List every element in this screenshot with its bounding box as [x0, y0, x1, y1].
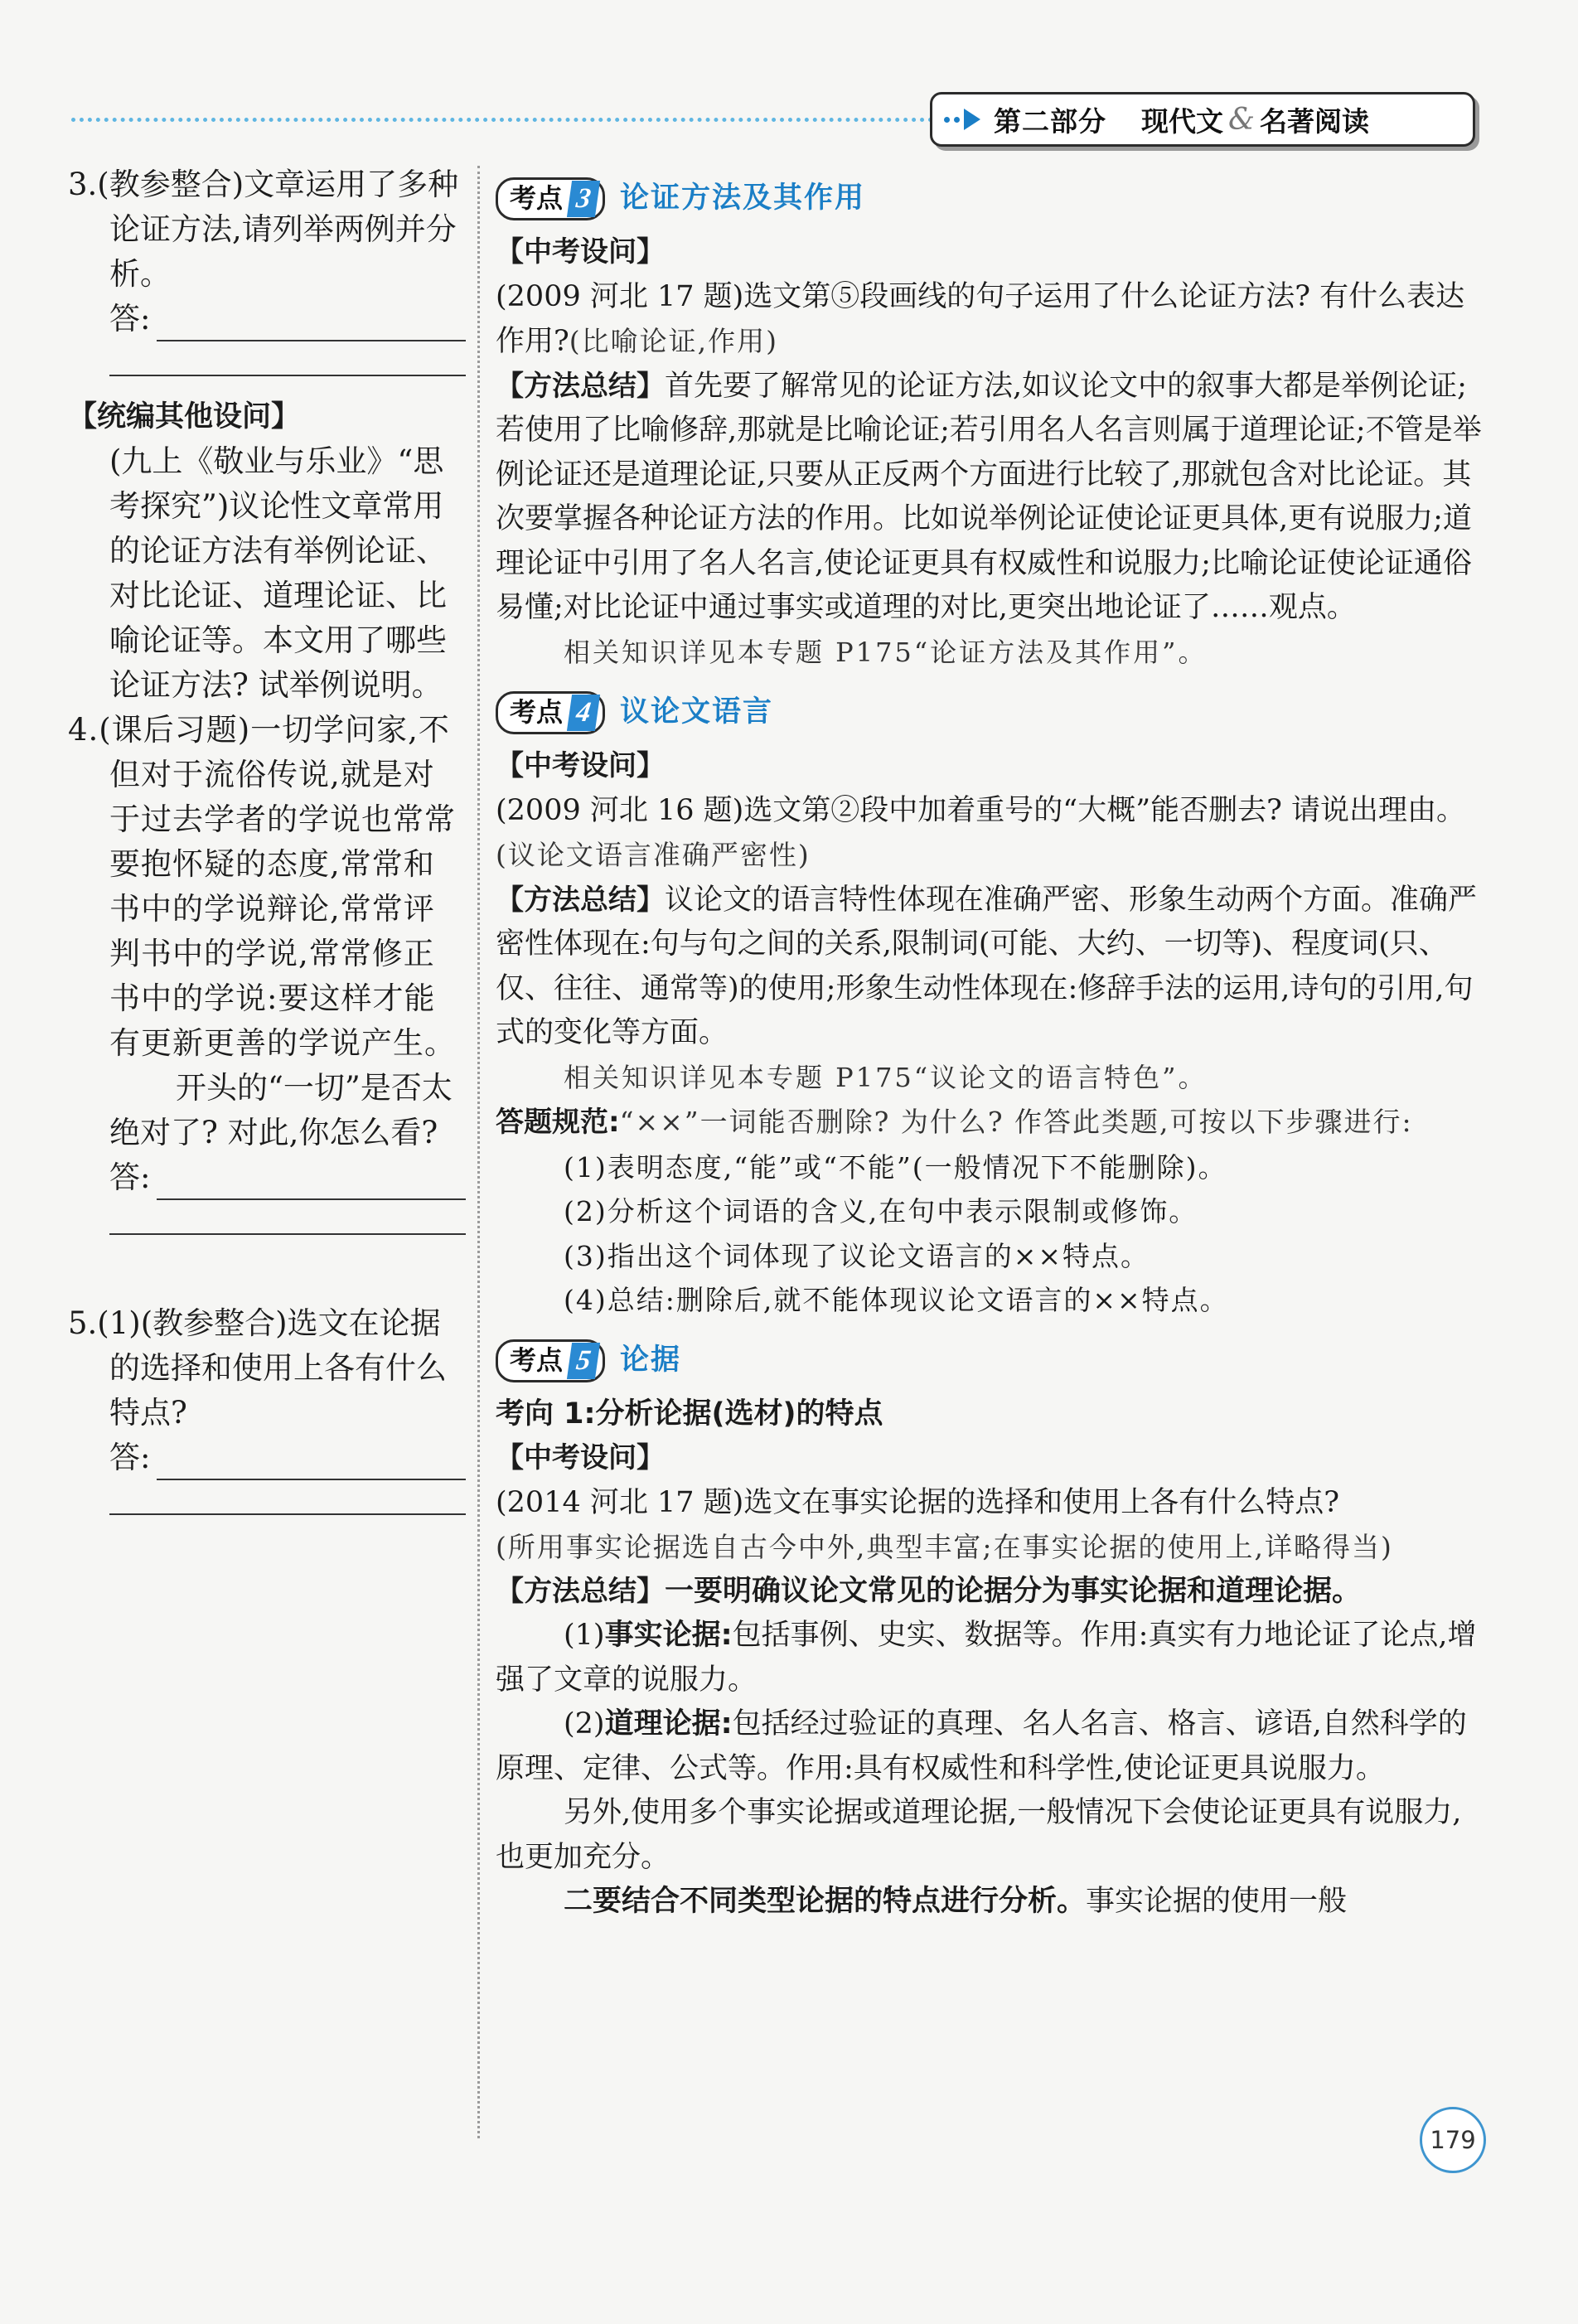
method-heading: 【方法总结】: [496, 1574, 665, 1608]
answer-label: 答:: [109, 301, 151, 336]
answer-line-q5: [68, 1436, 466, 1480]
zhongkao-heading: 【中考设问】: [496, 1441, 665, 1474]
reference-note: 相关知识详见本专题 P175“论证方法及其作用”。: [564, 636, 1208, 668]
section-header: [930, 92, 1475, 147]
answer-step: (3)指出这个词体现了议论文语言的××特点。: [564, 1239, 1150, 1272]
reference-note: 相关知识详见本专题 P175“议论文的语言特色”。: [564, 1061, 1208, 1093]
kaodian-number: 3: [567, 181, 600, 217]
kaodian-tag: [496, 1339, 605, 1382]
answer-norm: [496, 1100, 1482, 1145]
method-summary: [496, 879, 1482, 1056]
kaodian-number: 4: [567, 695, 600, 731]
zhongkao-answer: (议论文语言准确严密性): [496, 839, 811, 871]
method-heading: 【方法总结】: [496, 369, 665, 403]
header-dotted-rule: [71, 118, 933, 122]
kaodian-label: 考点: [510, 182, 564, 215]
question-4-prompt: 开头的“一切”是否太绝对了? 对此,你怎么看?: [109, 1070, 453, 1150]
second-point-heading: 二要结合不同类型论据的特点进行分析。: [564, 1885, 1087, 1918]
kaodian-label: 考点: [510, 1344, 564, 1376]
right-column: [496, 176, 1482, 1925]
answer-blank[interactable]: [157, 1449, 466, 1480]
kaodian-4-heading: [496, 690, 1482, 736]
answer-step: (4)总结:删除后,就不能体现议论文语言的××特点。: [564, 1284, 1229, 1316]
second-point: [496, 1880, 1482, 1925]
kaodian-label: 考点: [510, 696, 564, 729]
reason-evidence-term: 道理论据:: [604, 1707, 733, 1741]
answer-blank[interactable]: [157, 1169, 466, 1200]
answer-blank[interactable]: [109, 341, 466, 376]
kaodian-number: 5: [567, 1343, 600, 1379]
column-divider: [477, 166, 480, 2138]
kaodian-title: 论证方法及其作用: [620, 182, 866, 215]
answer-blank[interactable]: [109, 1200, 466, 1235]
reason-evidence-text: 包括经过验证的真理、名人名言、格言、谚语,自然科学的原理、定律、公式等。作用:具有权威性和科学性,使论证更具说服力。: [496, 1707, 1467, 1785]
header-title-a: 现代文: [1141, 104, 1223, 138]
header-ampersand: &: [1228, 102, 1256, 137]
second-point-text: 事实论据的使用一般: [1086, 1885, 1348, 1918]
additional-note: 另外,使用多个事实论据或道理论据,一般情况下会使论证更具有说服力,也更加充分。: [496, 1796, 1462, 1874]
answer-step: (1)表明态度,“能”或“不能”(一般情况下不能删除)。: [564, 1150, 1227, 1184]
zhongkao-question: [496, 275, 1482, 365]
item-number: (1): [564, 1619, 605, 1652]
zhongkao-answer: (所用事实论据选自古今中外,典型丰富;在事实论据的使用上,详略得当): [496, 1531, 1393, 1563]
question-3: 3.(教参整合)文章运用了多种论证方法,请列举两例并分析。: [68, 167, 459, 292]
reason-evidence-paragraph: [496, 1702, 1482, 1791]
method-text: 一要明确议论文常见的论据分为事实论据和道理论据。: [665, 1574, 1362, 1608]
left-column: [68, 162, 466, 1515]
fact-evidence-text: 包括事例、史实、数据等。作用:真实有力地论证了论点,增强了文章的说服力。: [496, 1619, 1477, 1697]
zhongkao-answer: (比喻论证,作用): [569, 325, 779, 357]
kaodian-3-heading: [496, 176, 1482, 222]
answer-blank[interactable]: [109, 1480, 466, 1515]
answer-label: 答:: [109, 1440, 151, 1475]
header-title-b: 名著阅读: [1260, 104, 1370, 138]
kaodian-title: 论据: [620, 1343, 682, 1377]
kaoxiang-heading: 考向 1:分析论据(选材)的特点: [496, 1397, 883, 1431]
kaodian-tag: [496, 177, 605, 220]
arrow-icon: [944, 109, 980, 130]
method-summary: [496, 365, 1482, 631]
kaodian-title: 议论文语言: [620, 695, 774, 729]
method-heading: 【方法总结】: [496, 883, 665, 917]
answer-blank[interactable]: [157, 310, 466, 341]
other-question-heading: 【统编其他设问】: [68, 400, 301, 433]
answer-line-q3: [68, 297, 466, 341]
question-5: 5.(1)(教参整合)选文在论据的选择和使用上各有什么特点?: [68, 1305, 447, 1431]
header-part: 第二部分: [994, 104, 1106, 138]
fact-evidence-paragraph: [496, 1614, 1482, 1702]
item-number: (2): [564, 1707, 605, 1741]
answer-norm-heading: 答题规范:: [496, 1106, 620, 1139]
answer-norm-text: “××”一词能否删除? 为什么? 作答此类题,可按以下步骤进行:: [619, 1106, 1413, 1138]
zhongkao-heading: 【中考设问】: [496, 749, 665, 782]
zhongkao-text: (2009 河北 17 题)选文第⑤段画线的句子运用了什么论证方法? 有什么表达作用?: [496, 279, 1465, 358]
zhongkao-heading: 【中考设问】: [496, 235, 665, 269]
fact-evidence-term: 事实论据:: [604, 1619, 733, 1652]
zhongkao-question: [496, 789, 1482, 879]
method-text: 议论文的语言特性体现在准确严密、形象生动两个方面。准确严密性体现在:句与句之间的关系,限制词(可能、大约、一切等)、程度词(只、仅、往往、通常等)的使用;形象生动性体现在:修辞手法的运用,诗句的引用,句式的变化等方面。: [496, 883, 1478, 1049]
method-text: 首先要了解常见的论证方法,如议论文中的叙事大都是举例论证;若使用了比喻修辞,那就是比喻论证;若引用名人名言则属于道理论证;不管是举例论证还是道理论证,只要从正反两个方面进行比较了,那就包含对比论证。其次要掌握各种论证方法的作用。比如说举例论证使论证更具体,更有说服力;道理论证中引用了名人名言,使论证更具有权威性和说服力;比喻论证使论证通俗易懂;对比论证中通过事实或道理的对比,更突出地论证了……观点。: [496, 369, 1482, 624]
other-question-text: (九上《敬业与乐业》“思考探究”)议论性文章常用的论证方法有举例论证、对比论证、道理论证、比喻论证等。本文用了哪些论证方法? 试举例说明。: [109, 443, 447, 703]
kaodian-5-heading: [496, 1338, 1482, 1384]
zhongkao-text: (2009 河北 16 题)选文第②段中加着重号的“大概”能否删去? 请说出理由。: [496, 793, 1465, 827]
method-summary: [496, 1570, 1482, 1615]
kaodian-tag: [496, 691, 605, 734]
zhongkao-question: (2014 河北 17 题)选文在事实论据的选择和使用上各有什么特点?: [496, 1485, 1340, 1519]
answer-line-q4: [68, 1155, 466, 1200]
answer-label: 答:: [109, 1160, 151, 1195]
page-number: 179: [1420, 2107, 1486, 2173]
question-4: 4.(课后习题)一切学问家,不但对于流俗传说,就是对于过去学者的学说也常常要抱怀疑的态度,常常和书中的学说辩论,常常评判书中的学说,常常修正书中的学说:要这样才能有更新更善的学说产生。: [68, 712, 456, 1061]
answer-step: (2)分析这个词语的含义,在句中表示限制或修饰。: [564, 1195, 1198, 1227]
